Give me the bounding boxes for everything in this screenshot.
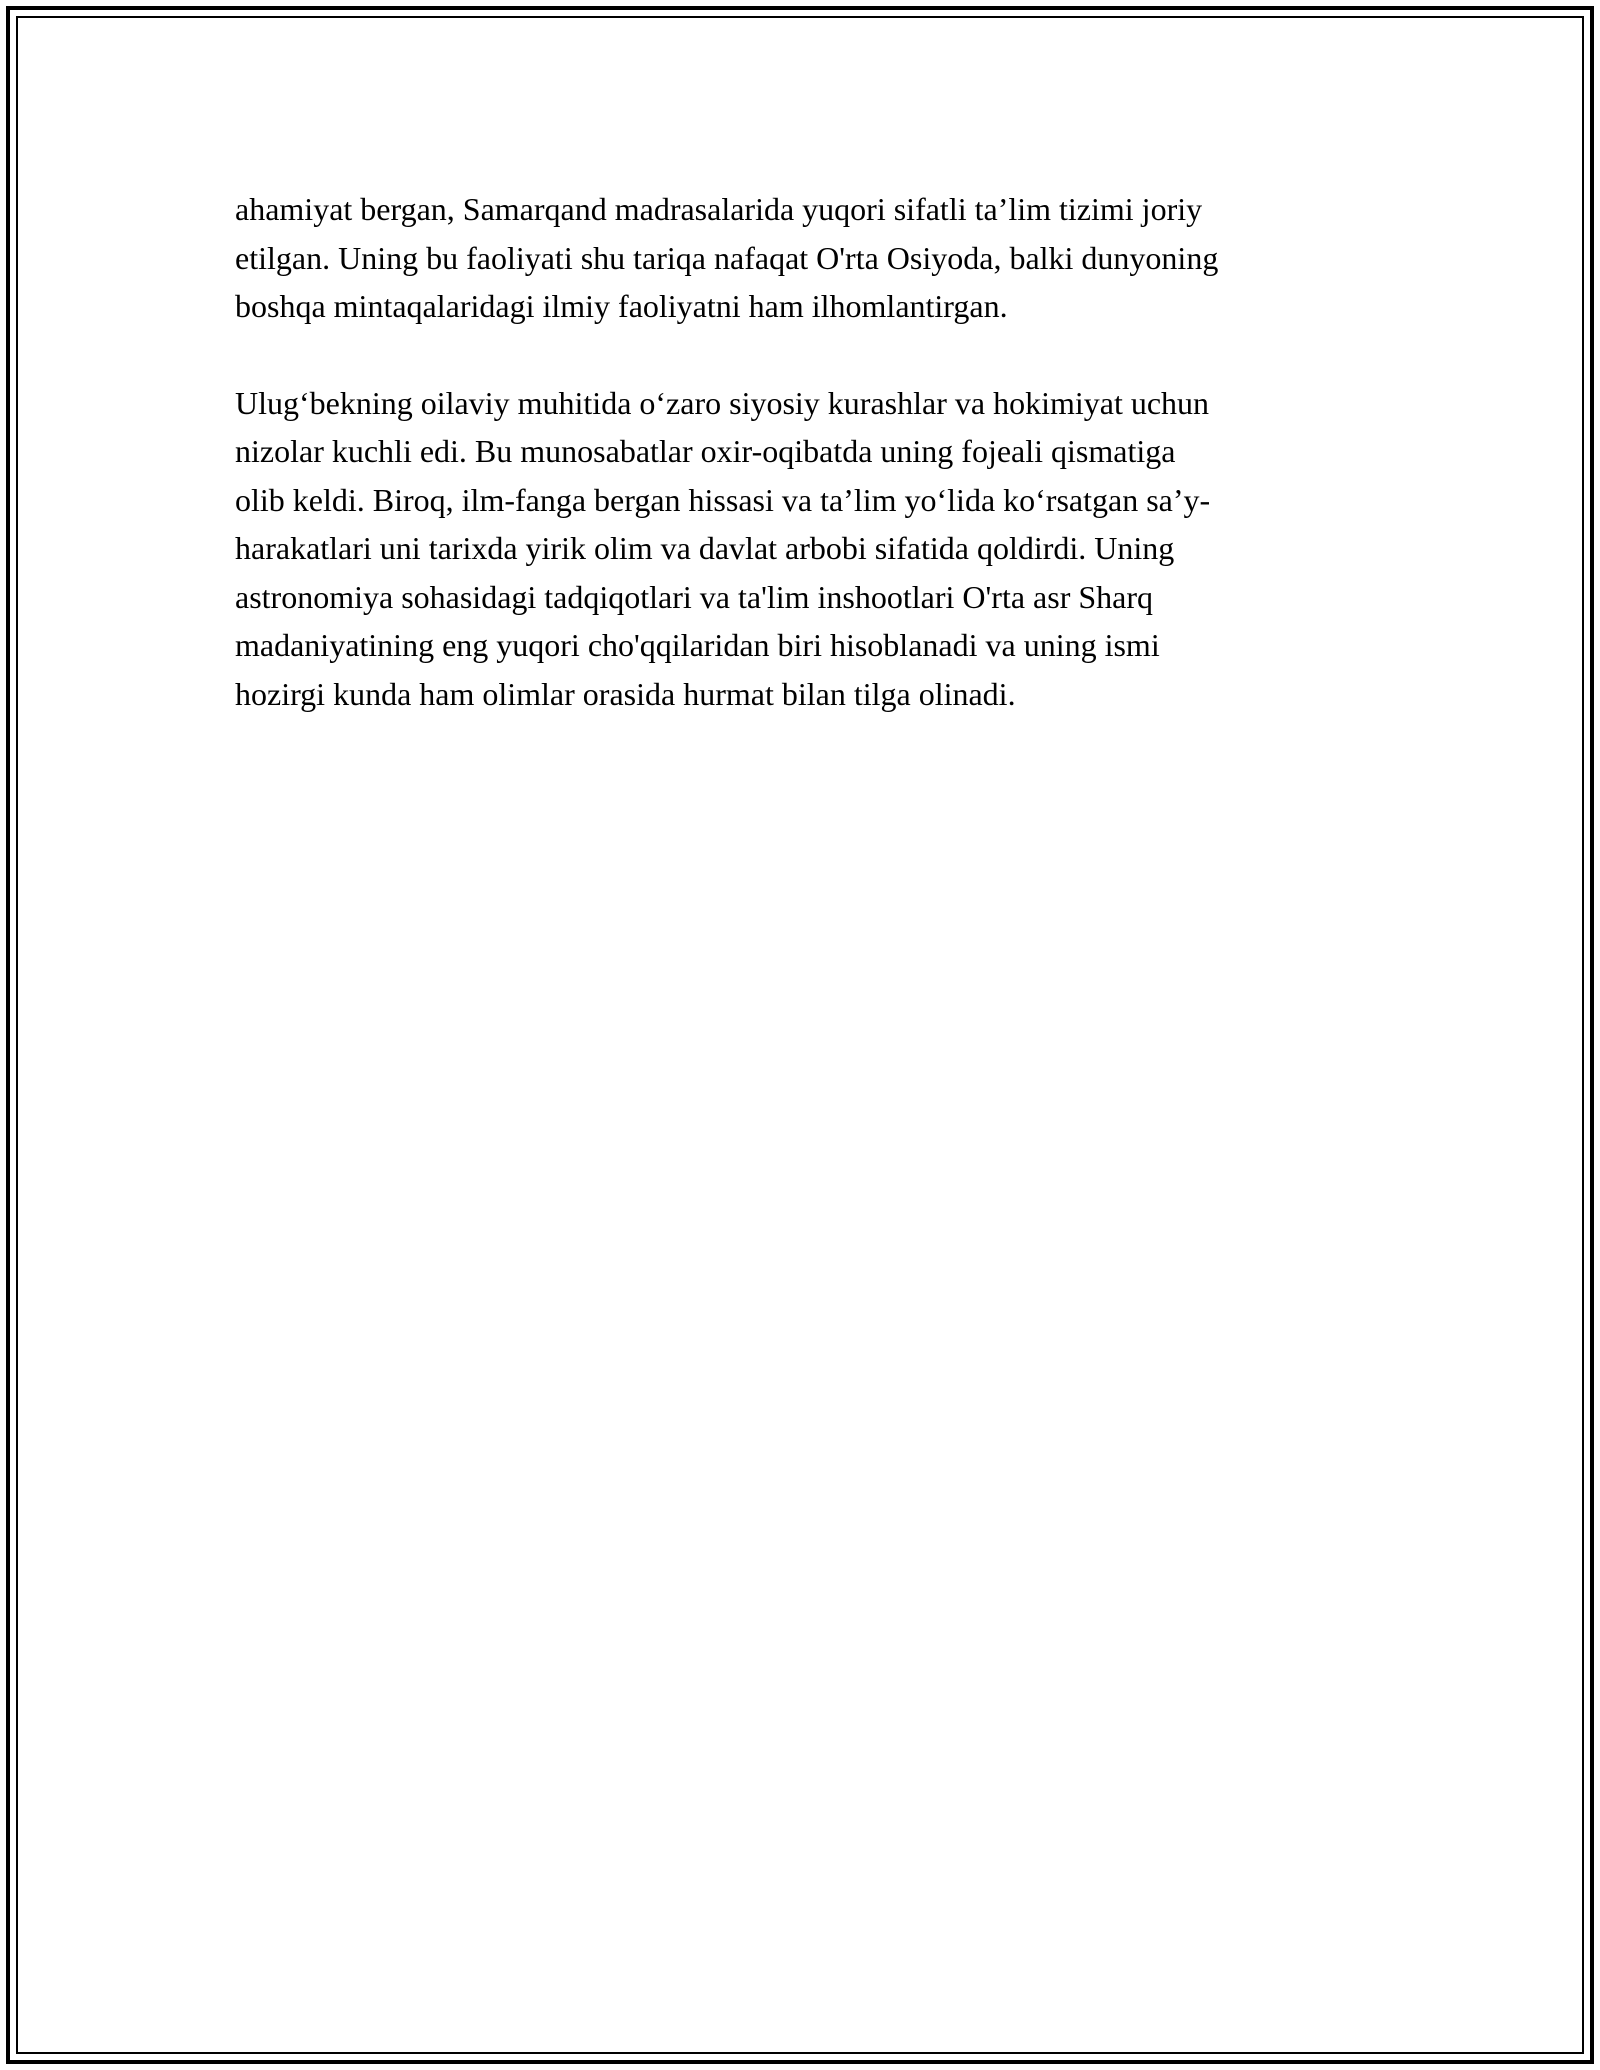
paragraph-line: Ulug‘bekning oilaviy muhitida o‘zaro siyosiy kurashlar va hokimiyat uchun bbox=[235, 384, 1210, 421]
paragraph-1 bbox=[235, 185, 1365, 331]
paragraph-line: ahamiyat bergan, Samarqand madrasalarida yuqori sifatli ta’lim tizimi joriy bbox=[235, 191, 1203, 227]
paragraph-line: harakatlari uni tarixda yirik olim va davlat arbobi sifatida qoldirdi. Uning bbox=[235, 530, 1175, 566]
paragraph-line: boshqa mintaqalaridagi ilmiy faoliyatni ham ilhomlantirgan. bbox=[235, 288, 1008, 324]
paragraph-line: astronomiya sohasidagi tadqiqotlari va ta'lim inshootlari O'rta asr Sharq bbox=[235, 578, 1153, 615]
paragraph-2 bbox=[235, 379, 1365, 719]
paragraph-line: madaniyatining eng yuqori cho'qqilaridan biri hisoblanadi va uning ismi bbox=[235, 627, 1160, 663]
paragraph-line: nizolar kuchli edi. Bu munosabatlar oxir-oqibatda uning fojeali qismatiga bbox=[235, 433, 1176, 469]
paragraph-line: hozirgi kunda ham olimlar orasida hurmat bilan tilga olinadi. bbox=[235, 675, 1016, 712]
paragraph-line: olib keldi. Biroq, ilm-fanga bergan hissasi va ta’lim yo‘lida ko‘rsatgan sa’y- bbox=[235, 481, 1211, 518]
page-content bbox=[235, 185, 1365, 718]
paragraph-line: etilgan. Uning bu faoliyati shu tariqa nafaqat O'rta Osiyoda, balki dunyoning bbox=[235, 239, 1219, 276]
